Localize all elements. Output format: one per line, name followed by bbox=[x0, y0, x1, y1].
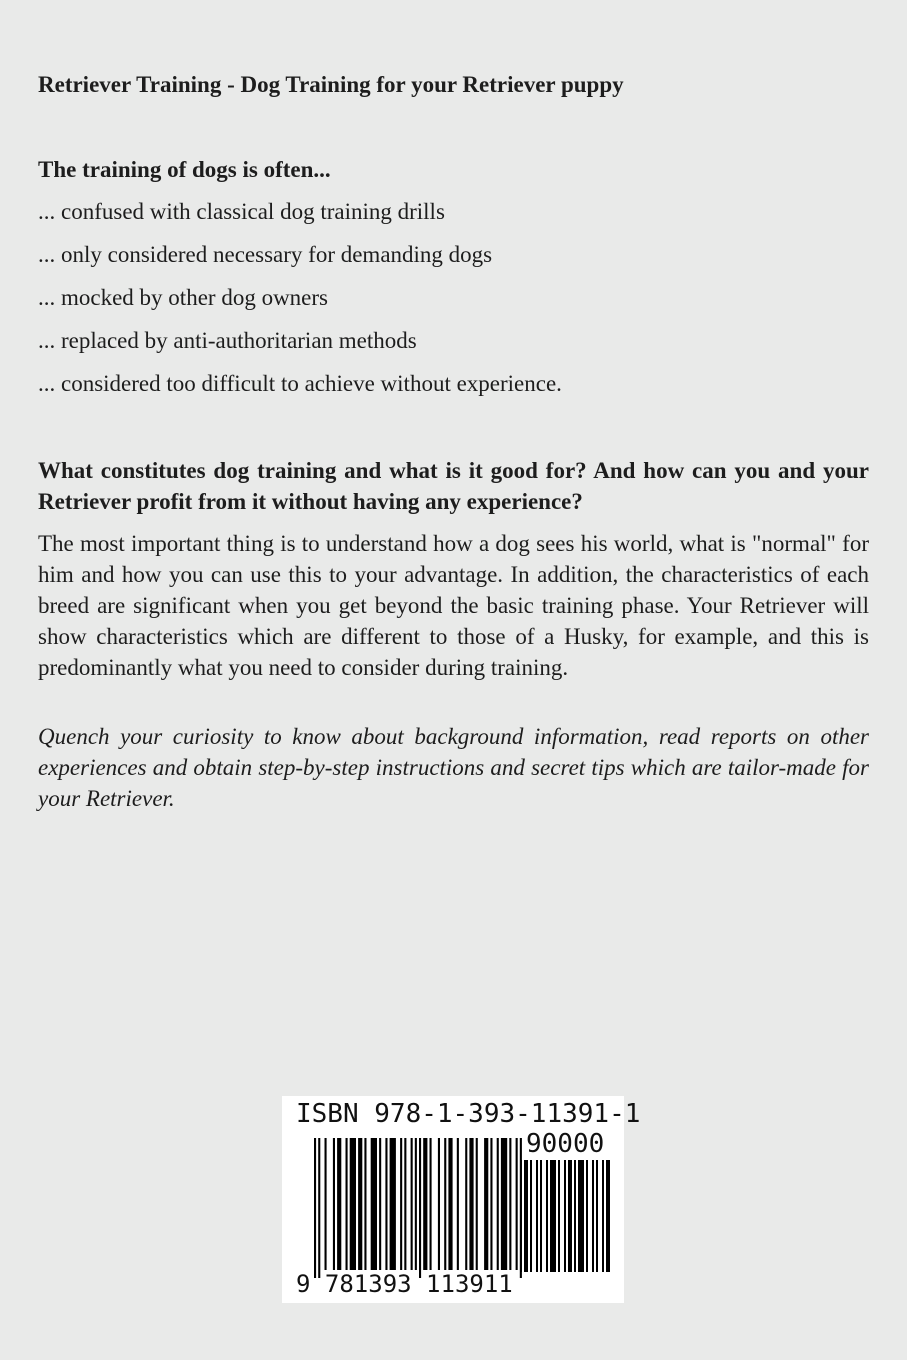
ean-digits: 9 781393 113911 bbox=[296, 1270, 513, 1298]
barcode-bar bbox=[457, 1138, 459, 1270]
barcode-bar bbox=[371, 1138, 377, 1270]
barcode-bar bbox=[379, 1138, 381, 1270]
addon-bar bbox=[546, 1160, 548, 1272]
barcode-bar bbox=[390, 1138, 396, 1270]
intro-heading: The training of dogs is often... bbox=[38, 157, 331, 182]
list-item: ... mocked by other dog owners bbox=[38, 285, 328, 310]
addon-bar bbox=[606, 1160, 610, 1272]
addon-bar bbox=[592, 1160, 594, 1272]
barcode-bar bbox=[430, 1138, 432, 1270]
teaser-paragraph: Quench your curiosity to know about background information, read reports on other experiences and obtain step-by-step instructions and secret tips which are tailor-made for your Retriever. bbox=[38, 724, 869, 811]
addon-bar bbox=[596, 1160, 598, 1272]
isbn-barcode bbox=[282, 1096, 641, 1303]
barcode-bar bbox=[497, 1138, 499, 1270]
barcode-bar bbox=[444, 1138, 446, 1270]
barcode-bar bbox=[358, 1138, 362, 1270]
barcode-bar bbox=[364, 1138, 366, 1270]
barcode-bar bbox=[415, 1138, 417, 1270]
addon-bar bbox=[574, 1160, 576, 1272]
barcode-bar bbox=[509, 1138, 511, 1270]
list-item: ... confused with classical dog training drills bbox=[38, 199, 445, 224]
list-item: ... considered too difficult to achieve without experience. bbox=[38, 371, 562, 396]
barcode-bar bbox=[484, 1138, 488, 1270]
addon-bar bbox=[540, 1160, 542, 1272]
price-code: 90000 bbox=[526, 1129, 605, 1159]
barcode-bar bbox=[346, 1138, 348, 1270]
addon-bar bbox=[550, 1160, 556, 1272]
barcode-bar bbox=[419, 1138, 421, 1278]
barcode-bar bbox=[350, 1138, 356, 1270]
barcode-bar bbox=[469, 1138, 473, 1270]
barcode-bar bbox=[490, 1138, 492, 1270]
isbn-label: ISBN 978-1-393-11391-1 bbox=[296, 1099, 641, 1129]
barcode-bar bbox=[476, 1138, 478, 1270]
barcode-bar bbox=[325, 1138, 327, 1270]
addon-bar bbox=[564, 1160, 566, 1272]
list-item: ... replaced by anti-authoritarian methods bbox=[38, 328, 417, 353]
barcode-bar bbox=[404, 1138, 406, 1270]
barcode-bar bbox=[337, 1138, 341, 1270]
body-paragraph: The most important thing is to understand how a dog sees his world, what is "normal" for him and how you can use this to your advantage. In addition, the characteristics of each breed are significant when you get beyond the basic training phase. Your Retriever will show characteristics which are different to those of a Husky, for example, and this is predominantly what you need to consider during training. bbox=[38, 531, 869, 680]
addon-bar bbox=[558, 1160, 560, 1272]
barcode-bar bbox=[318, 1138, 320, 1278]
question-heading: What constitutes dog training and what is it good for? And how can you and your Retriever profit from it without having any experience? bbox=[38, 458, 869, 514]
barcode-bar bbox=[438, 1138, 440, 1270]
barcode-bar bbox=[400, 1138, 402, 1270]
barcode-bar bbox=[314, 1138, 316, 1278]
addon-bar bbox=[524, 1160, 528, 1272]
addon-bar bbox=[536, 1160, 538, 1272]
addon-bar bbox=[568, 1160, 572, 1272]
barcode-bar bbox=[448, 1138, 452, 1270]
barcode-bar bbox=[501, 1138, 507, 1270]
addon-bar bbox=[520, 1160, 522, 1272]
addon-bar bbox=[602, 1160, 604, 1272]
barcode-bar bbox=[385, 1138, 387, 1270]
barcode-bar bbox=[516, 1138, 518, 1270]
addon-bar bbox=[586, 1160, 588, 1272]
list-item: ... only considered necessary for demanding dogs bbox=[38, 242, 493, 267]
barcode-bar bbox=[333, 1138, 335, 1270]
addon-bar bbox=[578, 1160, 584, 1272]
book-title: Retriever Training - Dog Training for your Retriever puppy bbox=[38, 72, 624, 97]
addon-bar bbox=[530, 1160, 532, 1272]
barcode-bar bbox=[465, 1138, 467, 1270]
barcode-bar bbox=[411, 1138, 413, 1270]
intro-list bbox=[38, 197, 869, 412]
barcode-bar bbox=[423, 1138, 427, 1270]
